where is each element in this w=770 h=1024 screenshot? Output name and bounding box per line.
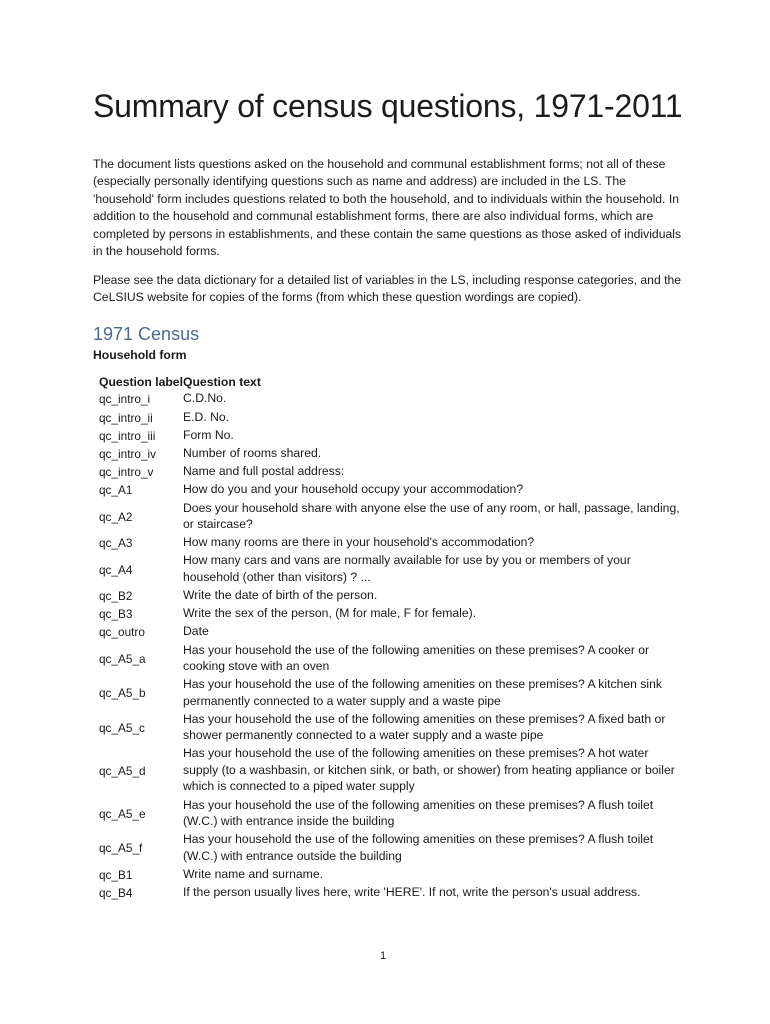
question-text-cell: Does your household share with anyone else the use of any room, or hall, passage, landing, or staircase? — [183, 500, 680, 532]
question-label-cell: qc_intro_iii — [99, 428, 156, 443]
page-title: Summary of census questions, 1971-2011 — [93, 88, 683, 124]
table-row — [93, 711, 683, 746]
table-row — [93, 605, 683, 623]
question-text-cell: Form No. — [183, 427, 234, 442]
question-text-cell: Has your household the use of the following amenities on these premises? A hot water supply (to a washbasin, or kitchen sink, or bath, or shower) from heating appliance or boiler which is connected to a piped water supply — [183, 746, 675, 794]
question-label-cell: qc_outro — [99, 625, 145, 640]
table-row — [93, 500, 683, 535]
question-label-cell: qc_B3 — [99, 607, 133, 622]
question-text-cell: E.D. No. — [183, 409, 230, 424]
question-label-cell: qc_A5_a — [99, 651, 146, 666]
question-label-cell: qc_A5_c — [99, 720, 145, 735]
table-row — [93, 797, 683, 832]
question-label-cell: qc_intro_ii — [99, 410, 153, 425]
question-text-cell: How many rooms are there in your household's accommodation? — [183, 535, 535, 550]
table-row — [93, 676, 683, 711]
section-heading-1971: 1971 Census — [93, 324, 200, 344]
question-label-cell: qc_B2 — [99, 588, 133, 603]
table-row — [93, 445, 683, 463]
question-label-cell: qc_A2 — [99, 509, 133, 524]
question-text-cell: Date — [183, 624, 209, 639]
subheading-household-form: Household form — [93, 348, 187, 362]
header-question-label: Question label — [99, 375, 183, 389]
question-label-cell: qc_intro_i — [99, 392, 151, 407]
table-row — [93, 409, 683, 427]
table-row — [93, 884, 683, 902]
question-text-cell: C.D.No. — [183, 391, 227, 406]
question-text-cell: Has your household the use of the following amenities on these premises? A flush toilet (W.C.) with entrance outside the building — [183, 832, 654, 863]
table-header-row — [93, 374, 683, 390]
question-text-cell: Has your household the use of the following amenities on these premises? A kitchen sink permanently connected to a water supply and a waste pipe — [183, 677, 662, 708]
question-text-cell: Has your household the use of the following amenities on these premises? A fixed bath or shower permanently connected to a water supply and a waste pipe — [183, 711, 666, 743]
question-label-cell: qc_A1 — [99, 483, 133, 498]
question-text-cell: Name and full postal address: — [183, 464, 345, 479]
header-question-text: Question text — [183, 375, 261, 389]
table-row — [93, 745, 683, 796]
table-row — [93, 390, 683, 408]
question-label-cell: qc_B4 — [99, 885, 133, 900]
table-row — [93, 831, 683, 866]
questions-table-body — [93, 390, 683, 902]
questions-table — [93, 374, 683, 902]
table-row — [93, 642, 683, 677]
question-text-cell: Write name and surname. — [183, 866, 323, 881]
question-label-cell: qc_intro_v — [99, 465, 154, 480]
question-label-cell: qc_A5_b — [99, 686, 146, 701]
question-text-cell: Number of rooms shared. — [183, 446, 322, 461]
question-label-cell: qc_intro_iv — [99, 446, 157, 461]
question-label-cell: qc_A5_d — [99, 763, 146, 778]
intro-paragraph-2: Please see the data dictionary for a detailed list of variables in the LS, including response categories, and the CeLSIUS website for copies of the forms (from which these question wordings are copied). — [93, 273, 682, 305]
question-label-cell: qc_B1 — [99, 867, 133, 882]
table-row — [93, 552, 683, 587]
table-row — [93, 866, 683, 884]
table-row — [93, 534, 683, 552]
table-row — [93, 427, 683, 445]
question-label-cell: qc_A5_e — [99, 806, 146, 821]
question-text-cell: How do you and your household occupy your accommodation? — [183, 482, 524, 497]
question-label-cell: qc_A3 — [99, 536, 133, 551]
question-text-cell: Has your household the use of the following amenities on these premises? A cooker or cooking stove with an oven — [183, 642, 650, 674]
table-row — [93, 481, 683, 499]
table-row — [93, 463, 683, 481]
question-text-cell: Write the sex of the person, (M for male, F for female). — [183, 606, 477, 621]
page-number: 1 — [379, 950, 387, 962]
table-row — [93, 623, 683, 641]
question-label-cell: qc_A4 — [99, 562, 133, 577]
question-text-cell: Write the date of birth of the person. — [183, 588, 378, 603]
question-label-cell: qc_A5_f — [99, 841, 143, 856]
question-text-cell: How many cars and vans are normally available for use by you or members of your household (other than visitors) ? ... — [183, 553, 631, 584]
table-row — [93, 587, 683, 605]
question-text-cell: Has your household the use of the following amenities on these premises? A flush toilet (W.C.) with entrance inside the building — [183, 797, 654, 828]
intro-paragraph-1: The document lists questions asked on the household and communal establishment forms; not all of these (especially personally identifying questions such as name and address) are included in the LS. The 'household' form includes questions related to both the household, and to individuals within the household. In addition to the household and communal establishment forms, there are also individual forms, which are completed by persons in establishments, and these contain the same questions as those asked of individuals in the household forms. — [93, 157, 682, 259]
question-text-cell: If the person usually lives here, write 'HERE'. If not, write the person's usual address. — [183, 884, 641, 899]
